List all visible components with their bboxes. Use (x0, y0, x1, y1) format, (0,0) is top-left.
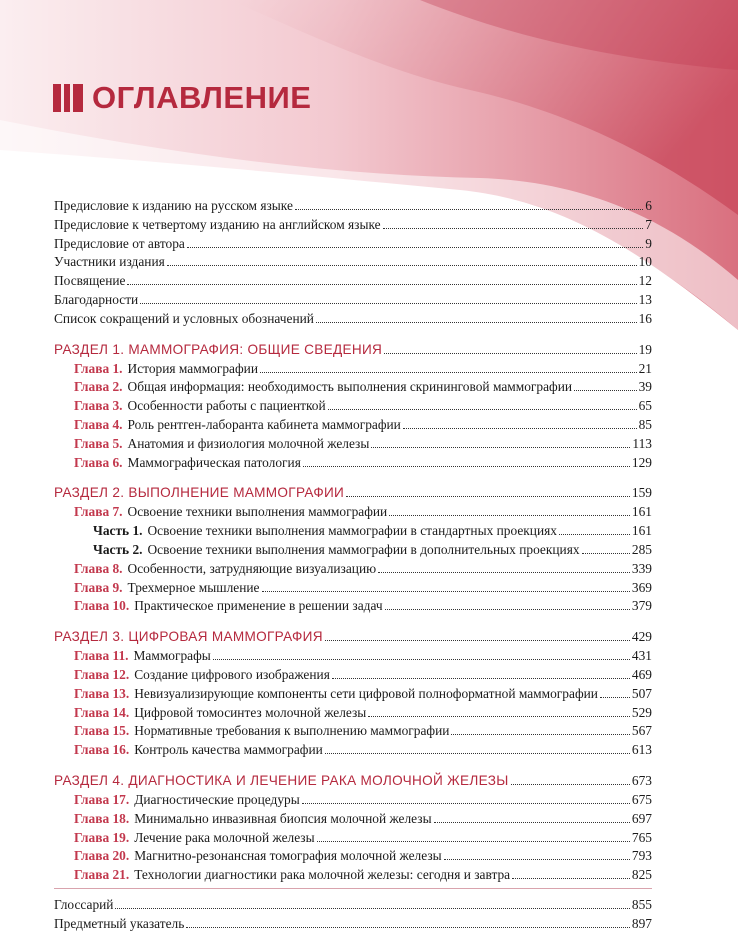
entry-label: Глава 5. (74, 435, 123, 451)
chapter-entry[interactable] (54, 360, 652, 379)
entry-label: Глава 14. (74, 704, 130, 720)
dot-leader (186, 927, 630, 928)
dot-leader (444, 859, 630, 860)
entry-title: Нормативные требования к выполнению маммографии (134, 723, 450, 739)
dot-leader (346, 496, 630, 497)
page-number: 85 (638, 416, 652, 432)
entry-title: Анатомия и физиология молочной железы (127, 435, 370, 451)
dot-leader (260, 372, 637, 373)
entry-title: Трехмерное мышление (127, 579, 260, 595)
entry-label: Глава 15. (74, 723, 130, 739)
entry-title: Участники издания (54, 254, 165, 270)
page-number: 339 (631, 560, 652, 576)
chapter-entry[interactable] (54, 560, 652, 579)
page-number: 697 (631, 810, 652, 826)
entry-title: Предисловие к четвертому изданию на английском языке (54, 216, 381, 232)
front-matter-entry[interactable] (54, 272, 652, 291)
entry-title: Освоение техники выполнения маммографии в дополнительных проекциях (147, 541, 580, 557)
page-number: 793 (631, 848, 652, 864)
entry-label: Глава 19. (74, 829, 130, 845)
front-matter-entry[interactable] (54, 291, 652, 310)
dot-leader (325, 640, 630, 641)
entry-title: Благодарности (54, 291, 139, 307)
chapter-entry[interactable] (54, 503, 652, 522)
entry-label: Глава 12. (74, 666, 130, 682)
dot-leader (403, 428, 637, 429)
entry-title: Лечение рака молочной железы (134, 829, 315, 845)
page-number: 12 (638, 273, 652, 289)
entry-title: Освоение техники выполнения маммографии (127, 504, 388, 520)
page-number: 159 (631, 485, 652, 501)
front-matter-entry[interactable] (54, 216, 652, 235)
entry-title: Цифровой томосинтез молочной железы (134, 704, 367, 720)
entry-title: РАЗДЕЛ 3. ЦИФРОВАЯ МАММОГРАФИЯ (54, 629, 323, 645)
dot-leader (434, 822, 630, 823)
chapter-entry[interactable] (54, 704, 652, 723)
entry-title: Общая информация: необходимость выполнения скрининговой маммографии (127, 379, 573, 395)
page-number: 369 (631, 579, 652, 595)
entry-label: Глава 21. (74, 867, 130, 883)
entry-title: Предметный указатель (54, 915, 185, 931)
front-matter-entry[interactable] (54, 197, 652, 216)
dot-leader (383, 228, 644, 229)
entry-title: Список сокращений и условных обозначений (54, 310, 314, 326)
title-bars-icon (53, 84, 83, 112)
entry-title: Посвящение (54, 273, 126, 289)
front-matter-entry[interactable] (54, 235, 652, 254)
dot-leader (600, 697, 630, 698)
entry-title: Невизуализирующие компоненты сети цифровой полноформатной маммографии (134, 685, 598, 701)
entry-label: Глава 9. (74, 579, 123, 595)
page-number: 161 (631, 504, 652, 520)
page-number: 10 (638, 254, 652, 270)
page-number: 9 (645, 235, 652, 251)
page-number: 765 (631, 829, 652, 845)
back-matter-entry[interactable] (54, 915, 652, 934)
entry-label: Глава 10. (74, 598, 130, 614)
dot-leader (378, 572, 630, 573)
dot-leader (451, 734, 630, 735)
chapter-entry[interactable] (54, 416, 652, 435)
page-number: 161 (631, 523, 652, 539)
page-number: 7 (645, 216, 652, 232)
entry-label: Глава 13. (74, 685, 130, 701)
page-number: 613 (631, 742, 652, 758)
page-number: 21 (638, 360, 652, 376)
section-heading[interactable] (54, 482, 652, 503)
entry-title: Особенности, затрудняющие визуализацию (127, 560, 377, 576)
spacer (54, 472, 652, 482)
dot-leader (559, 534, 630, 535)
chapter-entry[interactable] (54, 597, 652, 616)
chapter-entry[interactable] (54, 722, 652, 741)
dot-leader (574, 390, 637, 391)
page-number: 567 (631, 723, 652, 739)
entry-label: Глава 18. (74, 810, 130, 826)
spacer (54, 616, 652, 626)
entry-label: Глава 1. (74, 360, 123, 376)
entry-label: Глава 17. (74, 791, 130, 807)
chapter-entry[interactable] (54, 791, 652, 810)
dot-leader (332, 678, 630, 679)
page-number: 507 (631, 685, 652, 701)
page-number: 897 (631, 915, 652, 931)
section-heading[interactable] (54, 339, 652, 360)
dot-leader (384, 353, 636, 354)
page-number: 469 (631, 666, 652, 682)
entry-title: Маммографическая патология (127, 454, 301, 470)
entry-label: Глава 7. (74, 504, 123, 520)
dot-leader (213, 659, 630, 660)
entry-title: РАЗДЕЛ 1. МАММОГРАФИЯ: ОБЩИЕ СВЕДЕНИЯ (54, 341, 383, 357)
dot-leader (127, 284, 636, 285)
dot-leader (582, 553, 630, 554)
page-number: 675 (631, 791, 652, 807)
entry-title: Маммографы (133, 648, 211, 664)
spacer (54, 329, 652, 339)
chapter-entry[interactable] (54, 647, 652, 666)
spacer (54, 760, 652, 770)
entry-title: Технологии диагностики рака молочной железы: сегодня и завтра (134, 867, 511, 883)
page-number: 6 (645, 198, 652, 213)
page-number: 825 (631, 867, 652, 883)
back-matter-entry[interactable] (54, 896, 652, 915)
dot-leader (371, 447, 630, 448)
entry-label: Глава 2. (74, 379, 123, 395)
chapter-entry[interactable] (54, 829, 652, 848)
entry-title: Особенности работы с пациенткой (127, 398, 326, 414)
part-entry[interactable] (54, 541, 652, 560)
entry-title: Освоение техники выполнения маммографии в стандартных проекциях (147, 523, 557, 539)
entry-title: Роль рентген-лаборанта кабинета маммографии (127, 416, 401, 432)
entry-label: Глава 11. (74, 648, 129, 664)
entry-title: Магнитно-резонансная томография молочной железы (134, 848, 442, 864)
dot-leader (316, 322, 637, 323)
page-number: 855 (631, 896, 652, 912)
chapter-entry[interactable] (54, 435, 652, 454)
chapter-entry[interactable] (54, 810, 652, 829)
dot-leader (317, 841, 630, 842)
chapter-entry[interactable] (54, 454, 652, 473)
dot-leader (295, 209, 643, 210)
chapter-entry[interactable] (54, 397, 652, 416)
entry-label: Глава 4. (74, 416, 123, 432)
chapter-entry[interactable] (54, 685, 652, 704)
dot-leader (115, 908, 629, 909)
entry-label: Глава 3. (74, 398, 123, 414)
entry-title: Предисловие к изданию на русском языке (54, 198, 293, 213)
entry-title: Создание цифрового изображения (134, 666, 330, 682)
page-title: ОГЛАВЛЕНИЕ (92, 80, 312, 115)
front-matter-entry[interactable] (54, 310, 652, 329)
page-number: 129 (631, 454, 652, 470)
chapter-entry[interactable] (54, 847, 652, 866)
dot-leader (325, 753, 630, 754)
dot-leader (512, 878, 630, 879)
page-number: 113 (632, 435, 652, 451)
page-number: 13 (638, 291, 652, 307)
table-of-contents (54, 197, 652, 934)
page-number: 19 (638, 341, 652, 357)
front-matter-entry[interactable] (54, 253, 652, 272)
dot-leader (187, 247, 643, 248)
page-number: 16 (638, 310, 652, 326)
page-number: 379 (631, 598, 652, 614)
part-entry[interactable] (54, 522, 652, 541)
page-number: 431 (631, 648, 652, 664)
entry-title: Диагностические процедуры (134, 791, 300, 807)
dot-leader (389, 515, 630, 516)
page-number: 285 (631, 541, 652, 557)
chapter-entry[interactable] (54, 666, 652, 685)
chapter-entry[interactable] (54, 378, 652, 397)
dot-leader (511, 784, 630, 785)
title-block (53, 80, 311, 116)
entry-title: Предисловие от автора (54, 235, 185, 251)
entry-label: Глава 8. (74, 560, 123, 576)
page-number: 65 (638, 398, 652, 414)
dot-leader (167, 265, 637, 266)
dot-leader (368, 716, 630, 717)
chapter-entry[interactable] (54, 579, 652, 598)
chapter-entry[interactable] (54, 866, 652, 885)
chapter-entry[interactable] (54, 741, 652, 760)
entry-label: Часть 1. (93, 523, 143, 539)
section-heading[interactable] (54, 626, 652, 647)
page-number: 429 (631, 629, 652, 645)
entry-title: Практическое применение в решении задач (134, 598, 383, 614)
page-number: 39 (638, 379, 652, 395)
section-heading[interactable] (54, 770, 652, 791)
dot-leader (262, 591, 630, 592)
entry-title: Глоссарий (54, 896, 114, 912)
entry-label: Глава 6. (74, 454, 123, 470)
page-number: 529 (631, 704, 652, 720)
dot-leader (385, 609, 630, 610)
dot-leader (303, 466, 630, 467)
entry-title: История маммографии (127, 360, 259, 376)
dot-leader (140, 303, 636, 304)
entry-title: Контроль качества маммографии (134, 742, 323, 758)
entry-title: РАЗДЕЛ 4. ДИАГНОСТИКА И ЛЕЧЕНИЕ РАКА МОЛОЧНОЙ ЖЕЛЕЗЫ (54, 772, 509, 788)
divider (54, 888, 652, 889)
dot-leader (328, 409, 637, 410)
entry-title: РАЗДЕЛ 2. ВЫПОЛНЕНИЕ МАММОГРАФИИ (54, 485, 345, 501)
entry-label: Глава 16. (74, 742, 130, 758)
entry-label: Глава 20. (74, 848, 130, 864)
entry-label: Часть 2. (93, 541, 143, 557)
page-number: 673 (631, 772, 652, 788)
dot-leader (302, 803, 630, 804)
entry-title: Минимально инвазивная биопсия молочной железы (134, 810, 432, 826)
